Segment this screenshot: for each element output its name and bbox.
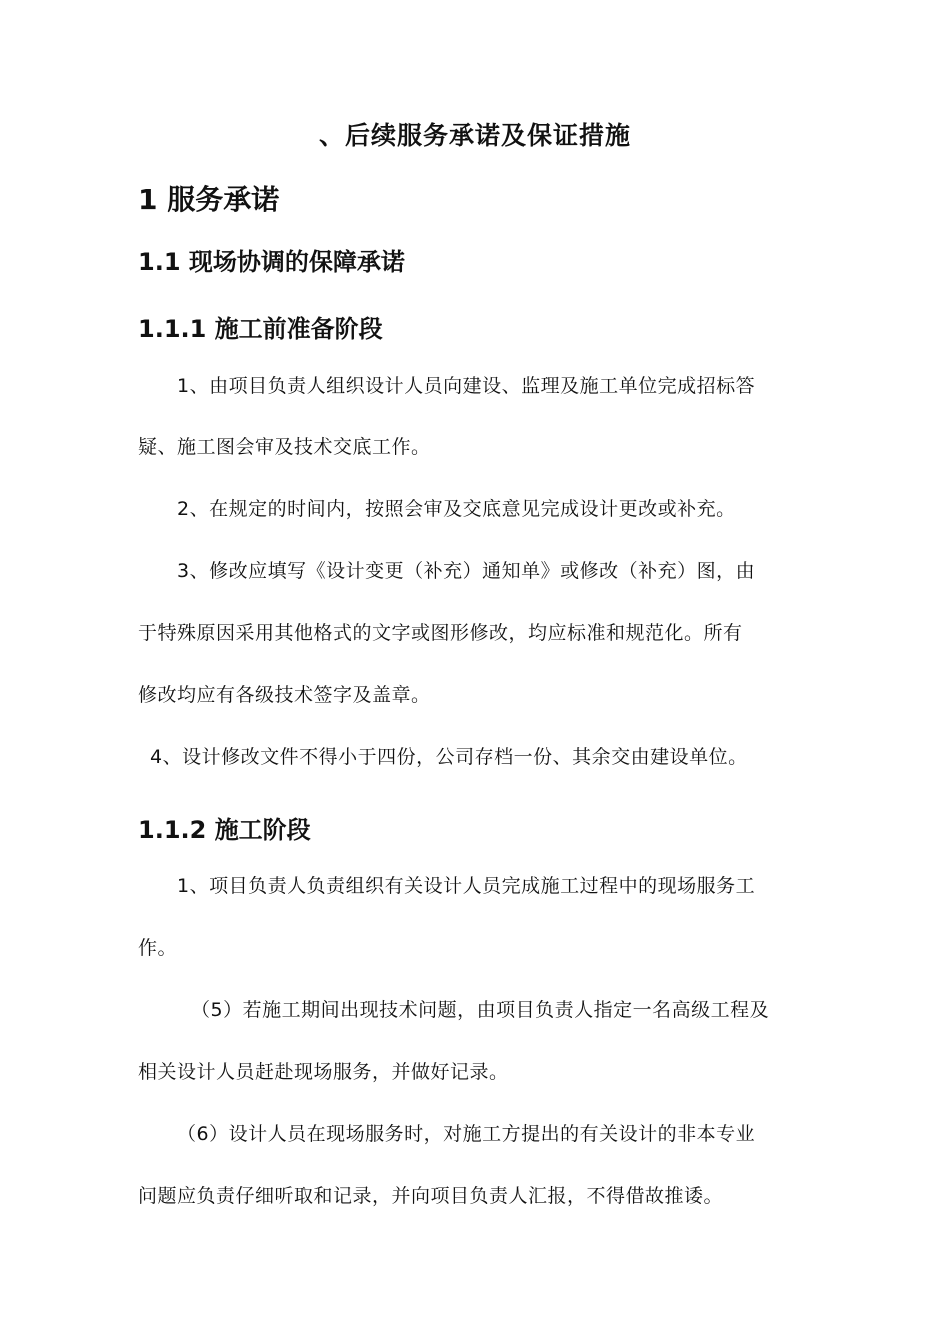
paragraph-line: 修改均应有各级技术签字及盖章。 — [138, 684, 431, 706]
paragraph-line: 2、在规定的时间内，按照会审及交底意见完成设计更改或补充。 — [177, 498, 736, 520]
paragraph-line: （6）设计人员在现场服务时，对施工方提出的有关设计的非本专业 — [177, 1123, 756, 1145]
paragraph-line: 3、修改应填写《设计变更（补充）通知单》或修改（补充）图，由 — [177, 560, 756, 582]
paragraph-line: 问题应负责仔细听取和记录，并向项目负责人汇报，不得借故推诿。 — [138, 1185, 724, 1207]
paragraph-line: 相关设计人员赶赴现场服务，并做好记录。 — [138, 1061, 509, 1083]
paragraph-line: 4、设计修改文件不得小于四份，公司存档一份、其余交由建设单位。 — [150, 746, 748, 768]
paragraph-line: 1、由项目负责人组织设计人员向建设、监理及施工单位完成招标答 — [177, 375, 756, 397]
paragraph-line: 1、项目负责人负责组织有关设计人员完成施工过程中的现场服务工 — [177, 875, 756, 897]
paragraph-line: 于特殊原因采用其他格式的文字或图形修改，均应标准和规范化。所有 — [138, 622, 743, 644]
section-1-1-1-heading: 1.1.1 施工前准备阶段 — [138, 315, 383, 343]
paragraph-line: （5）若施工期间出现技术问题，由项目负责人指定一名高级工程及 — [191, 999, 770, 1021]
section-1-1-2-heading: 1.1.2 施工阶段 — [138, 816, 311, 844]
document-title: 、后续服务承诺及保证措施 — [318, 121, 631, 150]
section-1-1-heading: 1.1 现场协调的保障承诺 — [138, 248, 405, 276]
paragraph-line: 疑、施工图会审及技术交底工作。 — [138, 436, 431, 458]
paragraph-line: 作。 — [138, 937, 178, 959]
section-1-heading: 1 服务承诺 — [138, 183, 280, 216]
